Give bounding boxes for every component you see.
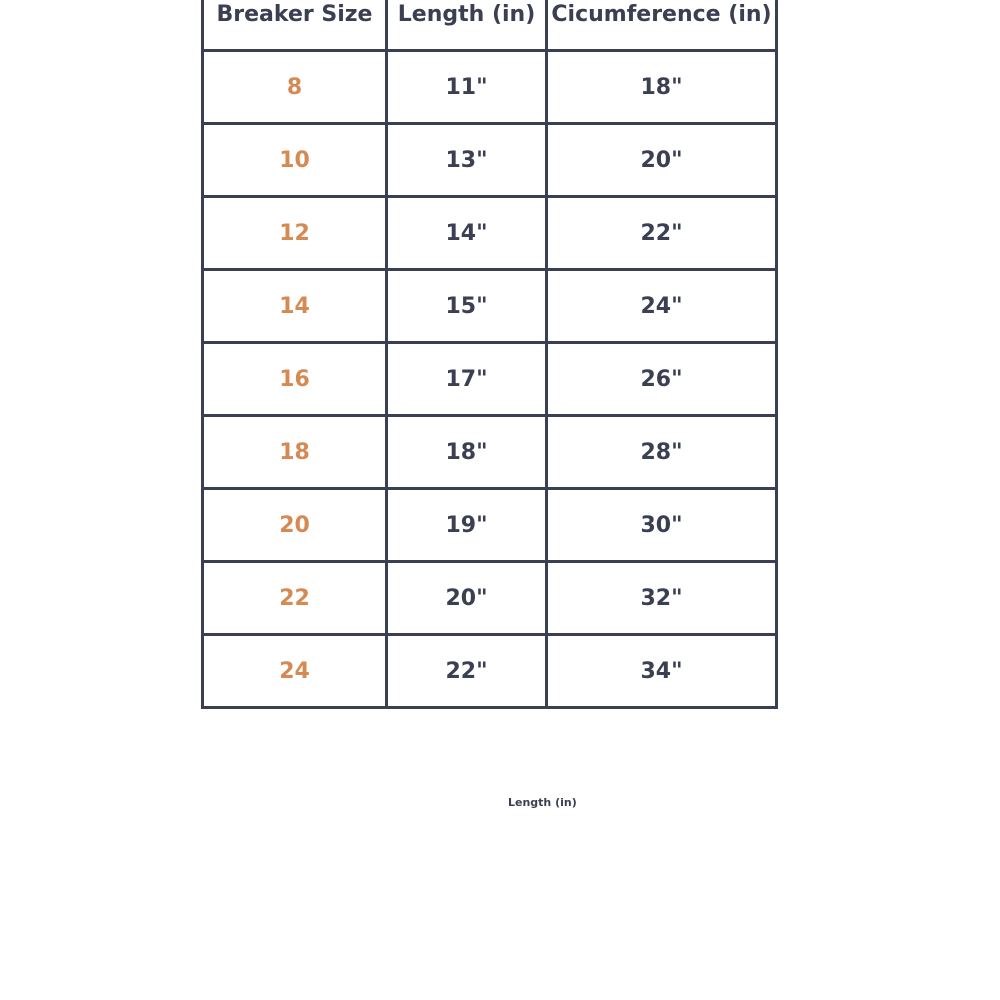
cell-length: 11" bbox=[387, 51, 547, 124]
cell-length: 14" bbox=[387, 197, 547, 270]
cell-circumference: 32" bbox=[547, 562, 777, 635]
table-row bbox=[203, 270, 777, 343]
cell-length: 13" bbox=[387, 124, 547, 197]
cell-circumference: 22" bbox=[547, 197, 777, 270]
cell-length: 15" bbox=[387, 270, 547, 343]
cell-breaker-size: 14 bbox=[203, 270, 387, 343]
cell-circumference: 18" bbox=[547, 51, 777, 124]
cell-length: 20" bbox=[387, 562, 547, 635]
cell-breaker-size: 20 bbox=[203, 489, 387, 562]
cell-length: 18" bbox=[387, 416, 547, 489]
pug-measurement-photo bbox=[250, 780, 730, 1000]
cell-breaker-size: 16 bbox=[203, 343, 387, 416]
table-row bbox=[203, 51, 777, 124]
cell-circumference: 24" bbox=[547, 270, 777, 343]
size-chart-table bbox=[201, 0, 778, 709]
header-length: Length (in) bbox=[387, 0, 547, 51]
table-row bbox=[203, 489, 777, 562]
table-row bbox=[203, 343, 777, 416]
cell-breaker-size: 8 bbox=[203, 51, 387, 124]
length-label: Length (in) bbox=[508, 796, 577, 809]
cell-breaker-size: 12 bbox=[203, 197, 387, 270]
cell-circumference: 34" bbox=[547, 635, 777, 708]
cell-length: 17" bbox=[387, 343, 547, 416]
header-breaker-size: Breaker Size bbox=[203, 0, 387, 51]
table-row bbox=[203, 124, 777, 197]
header-circumference: Cicumference (in) bbox=[547, 0, 777, 51]
cell-circumference: 20" bbox=[547, 124, 777, 197]
table-row bbox=[203, 562, 777, 635]
cell-length: 19" bbox=[387, 489, 547, 562]
cell-length: 22" bbox=[387, 635, 547, 708]
cell-circumference: 28" bbox=[547, 416, 777, 489]
cell-circumference: 30" bbox=[547, 489, 777, 562]
cell-breaker-size: 24 bbox=[203, 635, 387, 708]
cell-circumference: 26" bbox=[547, 343, 777, 416]
cell-breaker-size: 22 bbox=[203, 562, 387, 635]
cell-breaker-size: 18 bbox=[203, 416, 387, 489]
cell-breaker-size: 10 bbox=[203, 124, 387, 197]
table-header-row bbox=[203, 0, 777, 51]
table-row bbox=[203, 635, 777, 708]
table-row bbox=[203, 416, 777, 489]
table-row bbox=[203, 197, 777, 270]
